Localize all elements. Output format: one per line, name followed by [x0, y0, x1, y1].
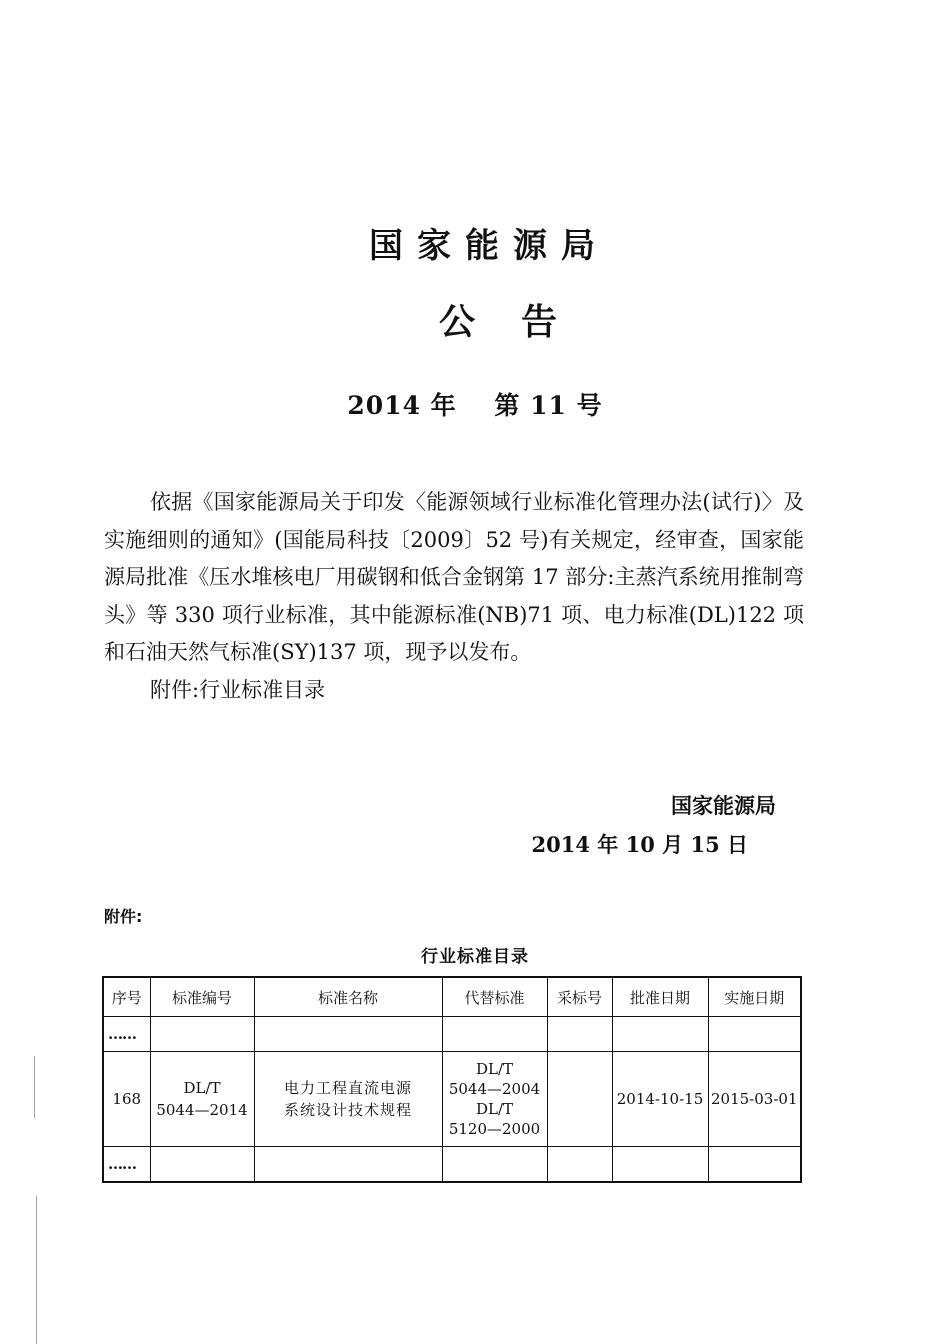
replaced-line: DL/T	[475, 1060, 514, 1078]
table-header-row	[103, 977, 801, 1017]
column-header-seq: 序号	[103, 977, 150, 1017]
column-header-adopted: 采标号	[547, 977, 612, 1017]
name-cell	[254, 1052, 442, 1147]
signature-issuer: 国家能源局	[671, 794, 776, 818]
table-row	[103, 1052, 801, 1147]
approved-date-cell: 2014-10-15	[612, 1052, 708, 1147]
issuing-organization-title: 国家能源局	[369, 226, 609, 266]
code-cell	[150, 1052, 254, 1147]
column-header-code: 标准编号	[150, 977, 254, 1017]
replaced-cell	[442, 1052, 547, 1147]
standards-catalog-table	[102, 976, 802, 1183]
table-row	[103, 1017, 801, 1052]
attachment-label: 附件:	[104, 907, 143, 926]
document-issue-number: 第 11 号	[494, 391, 603, 420]
announcement-body	[104, 484, 804, 709]
announcement-paragraph: 依据《国家能源局关于印发〈能源领域行业标准化管理办法(试行)〉及实施细则的通知》(国能局科技〔2009〕52 号)有关规定，经审查，国家能源局批准《压水堆核电厂用碳钢和低合金钢第 17 部分:主蒸汽系统用推制弯头》等 330 项行业标准，其中能源标准(NB)71 项、电力标准(DL)122 项和石油天然气标准(SY)137 项，现予以发布。	[104, 490, 804, 664]
document-type-heading: 公告	[438, 302, 603, 343]
name-line: 系统设计技术规程	[283, 1101, 412, 1119]
adopted-cell	[547, 1052, 612, 1147]
ellipsis-cell: ……	[103, 1017, 150, 1052]
document-number	[0, 386, 950, 422]
scan-artifact-line	[34, 1056, 35, 1118]
seq-cell: 168	[103, 1052, 150, 1147]
column-header-name: 标准名称	[254, 977, 442, 1017]
column-header-replaced: 代替标准	[442, 977, 547, 1017]
replaced-line: DL/T	[475, 1100, 514, 1118]
table-row	[103, 1147, 801, 1183]
document-year: 2014 年	[347, 391, 457, 420]
code-line: 5044—2014	[156, 1101, 248, 1119]
name-line: 电力工程直流电源	[283, 1079, 412, 1097]
column-header-effective: 实施日期	[708, 977, 801, 1017]
catalog-table-title: 行业标准目录	[421, 947, 529, 967]
replaced-line: 5044—2004	[448, 1080, 541, 1098]
column-header-approved: 批准日期	[612, 977, 708, 1017]
replaced-line: 5120—2000	[448, 1120, 541, 1138]
code-line: DL/T	[183, 1079, 221, 1097]
scan-artifact-line	[36, 1196, 37, 1344]
signature-date: 2014 年 10 月 15 日	[531, 832, 748, 857]
attachment-note: 附件:行业标准目录	[150, 677, 326, 702]
ellipsis-cell: ……	[103, 1147, 150, 1183]
effective-date-cell: 2015-03-01	[708, 1052, 801, 1147]
